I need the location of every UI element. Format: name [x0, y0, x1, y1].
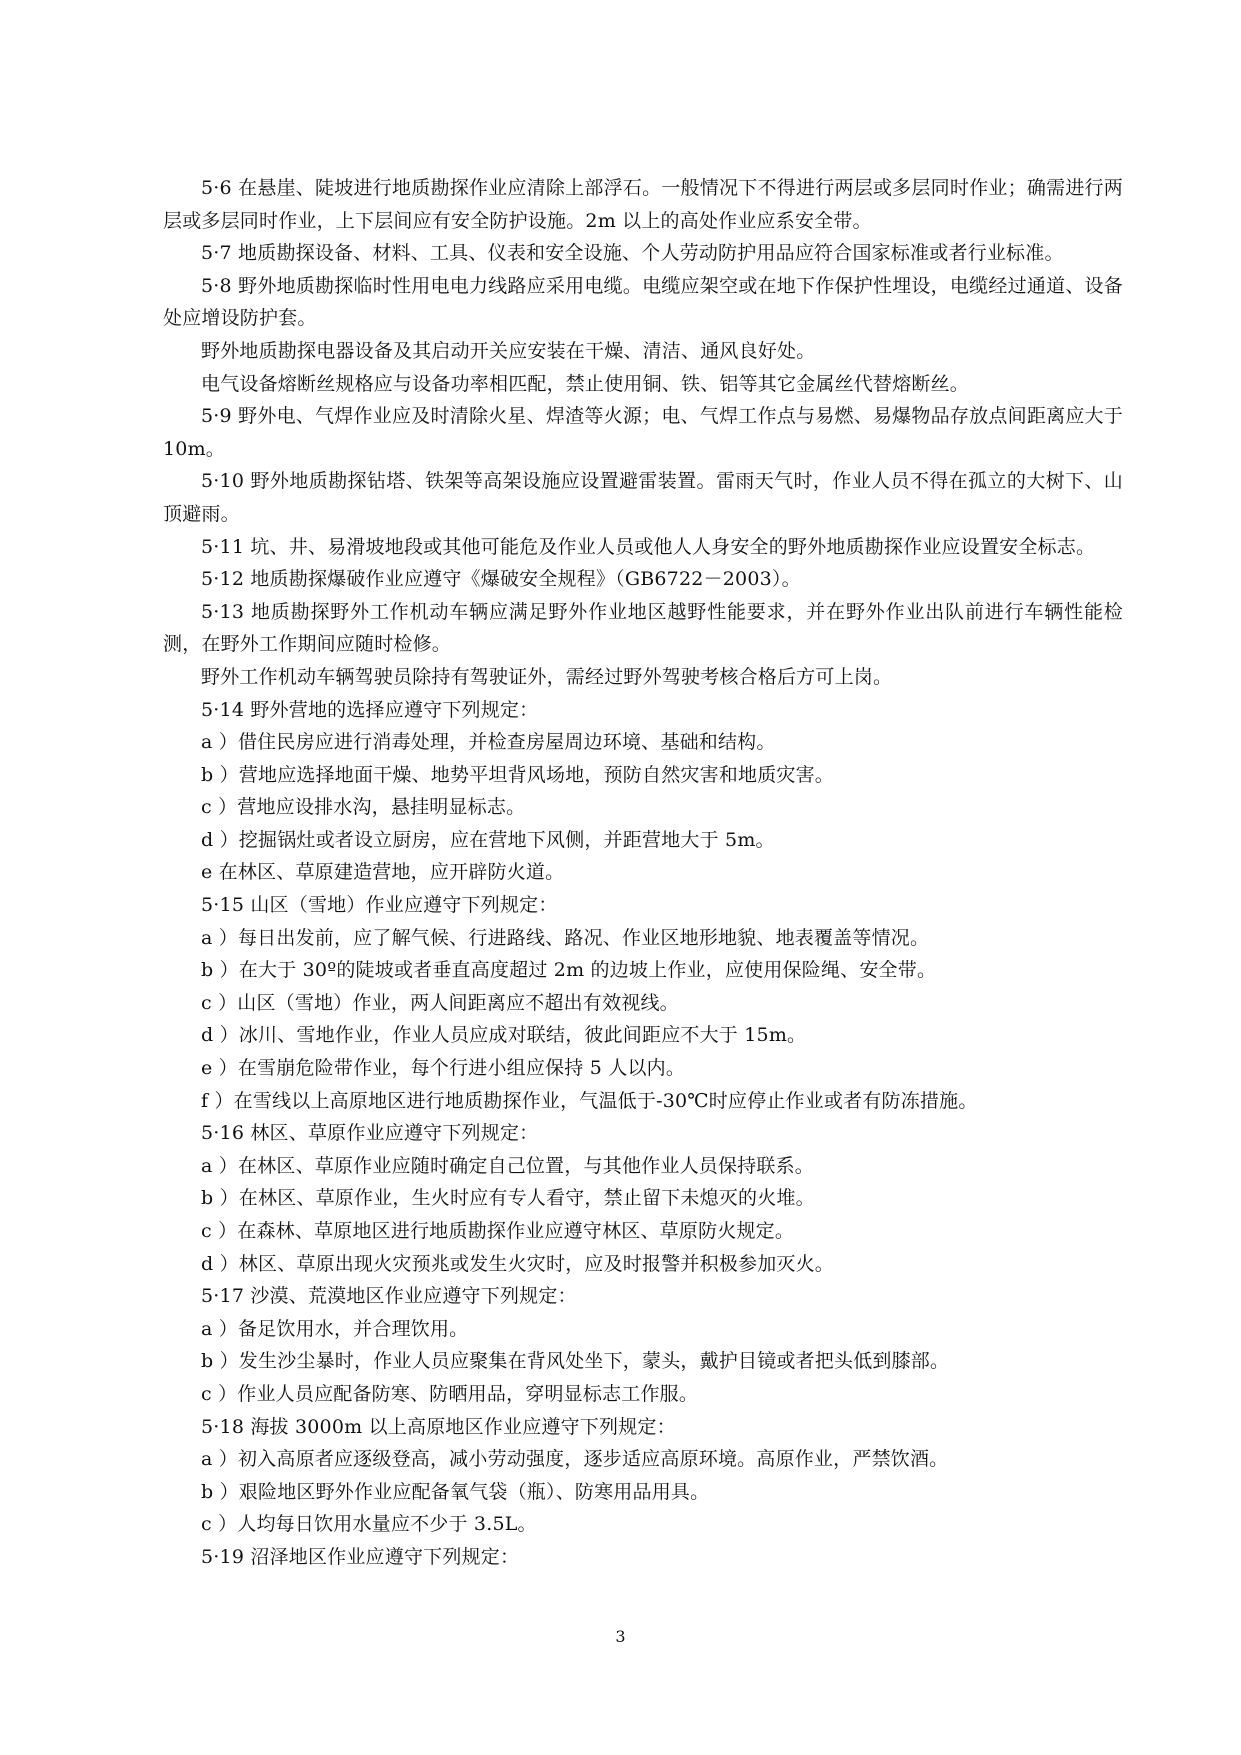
- paragraph: b ）在林区、草原作业，生火时应有专人看守，禁止留下未熄灭的火堆。: [201, 1187, 815, 1210]
- paragraph: 5·7 地质勘探设备、材料、工具、仪表和安全设施、个人劳动防护用品应符合国家标准或者行业标准。: [201, 242, 1064, 265]
- paragraph: 5·10 野外地质勘探钻塔、铁架等高架设施应设置避雷装置。雷雨天气时，作业人员不得在孤立的大树下、山顶避雨。: [163, 470, 1123, 525]
- paragraph: 5·16 林区、草原作业应遵守下列规定：: [201, 1122, 539, 1145]
- paragraph: d ）挖掘锅灶或者设立厨房，应在营地下风侧，并距营地大于 5m。: [201, 828, 775, 851]
- paragraph: e ）在雪崩危险带作业，每个行进小组应保持 5 人以内。: [201, 1057, 686, 1080]
- paragraph: 5·9 野外电、气焊作业应及时清除火星、焊渣等火源；电、气焊工作点与易燃、易爆物品存放点间距离应大于 10m。: [163, 405, 1123, 460]
- paragraph: 5·18 海拔 3000m 以上高原地区作业应遵守下列规定：: [201, 1415, 676, 1438]
- page-number: 3: [615, 1627, 626, 1646]
- paragraph: a ）借住民房应进行消毒处理，并检查房屋周边环境、基础和结构。: [201, 731, 776, 754]
- paragraph: e 在林区、草原建造营地，应开辟防火道。: [201, 861, 565, 884]
- paragraph: 电气设备熔断丝规格应与设备功率相匹配，禁止使用铜、铁、铝等其它金属丝代替熔断丝。: [201, 372, 970, 395]
- paragraph: 野外工作机动车辆驾驶员除持有驾驶证外，需经过野外驾驶考核合格后方可上岗。: [201, 665, 893, 688]
- paragraph: 5·15 山区（雪地）作业应遵守下列规定：: [201, 894, 558, 917]
- paragraph: 5·14 野外营地的选择应遵守下列规定：: [201, 698, 539, 721]
- paragraph: 5·6 在悬崖、陡坡进行地质勘探作业应清除上部浮石。一般情况下不得进行两层或多层同时作业；确需进行两层或多层同时作业，上下层间应有安全防护设施。2m 以上的高处作业应系安全带。: [163, 177, 1123, 232]
- paragraph: 5·17 沙漠、荒漠地区作业应遵守下列规定：: [201, 1285, 577, 1308]
- paragraph: c ）在森林、草原地区进行地质勘探作业应遵守林区、草原防火规定。: [201, 1220, 795, 1242]
- paragraph: 5·13 地质勘探野外工作机动车辆应满足野外作业地区越野性能要求，并在野外作业出队前进行车辆性能检测，在野外工作期间应随时检修。: [163, 600, 1123, 656]
- paragraph: 5·12 地质勘探爆破作业应遵守《爆破安全规程》（GB6722－2003）。: [201, 568, 801, 591]
- paragraph: c ）作业人员应配备防寒、防晒用品，穿明显标志工作服。: [201, 1382, 699, 1405]
- paragraph: a ）在林区、草原作业应随时确定自己位置，与其他作业人员保持联系。: [201, 1154, 814, 1177]
- paragraph: 5·11 坑、井、易滑坡地段或其他可能危及作业人员或他人人身安全的野外地质勘探作业应设置安全标志。: [201, 535, 1096, 558]
- paragraph: d ）冰川、雪地作业，作业人员应成对联结，彼此间距应不大于 15m。: [201, 1024, 807, 1047]
- paragraph: 5·8 野外地质勘探临时性用电电力线路应采用电缆。电缆应架空或在地下作保护性埋设，电缆经过通道、设备处应增设防护套。: [163, 274, 1123, 330]
- paragraph: f ）在雪线以上高原地区进行地质勘探作业，气温低于-30℃时应停止作业或者有防冻措施。: [201, 1089, 978, 1112]
- paragraph: d ）林区、草原出现火灾预兆或发生火灾时，应及时报警并积极参加灭火。: [201, 1252, 835, 1275]
- paragraph: b ）艰险地区野外作业应配备氧气袋（瓶）、防寒用品用具。: [201, 1480, 710, 1503]
- paragraph: 野外地质勘探电器设备及其启动开关应安装在干燥、清洁、通风良好处。: [201, 339, 816, 362]
- paragraph: a ）初入高原者应逐级登高，减小劳动强度，逐步适应高原环境。高原作业，严禁饮酒。: [201, 1448, 949, 1471]
- paragraph: b ）营地应选择地面干燥、地势平坦背风场地，预防自然灾害和地质灾害。: [201, 763, 835, 786]
- paragraph: b ）在大于 30º的陡坡或者垂直高度超过 2m 的边坡上作业，应使用保险绳、安全带。: [201, 959, 937, 982]
- paragraph: 5·19 沼泽地区作业应遵守下列规定：: [201, 1545, 520, 1568]
- document-body: [163, 172, 1123, 1574]
- paragraph: a ）每日出发前，应了解气候、行进路线、路况、作业区地形地貌、地表覆盖等情况。: [201, 926, 930, 949]
- paragraph: a ）备足饮用水，并合理饮用。: [201, 1317, 469, 1340]
- paragraph: c ）营地应设排水沟，悬挂明显标志。: [201, 796, 526, 819]
- paragraph: c ）山区（雪地）作业，两人间距离应不超出有效视线。: [201, 991, 679, 1014]
- paragraph: c ）人均每日饮用水量应不少于 3.5L。: [201, 1513, 537, 1536]
- paragraph: b ）发生沙尘暴时，作业人员应聚集在背风处坐下，蒙头，戴护目镜或者把头低到膝部。: [201, 1350, 950, 1373]
